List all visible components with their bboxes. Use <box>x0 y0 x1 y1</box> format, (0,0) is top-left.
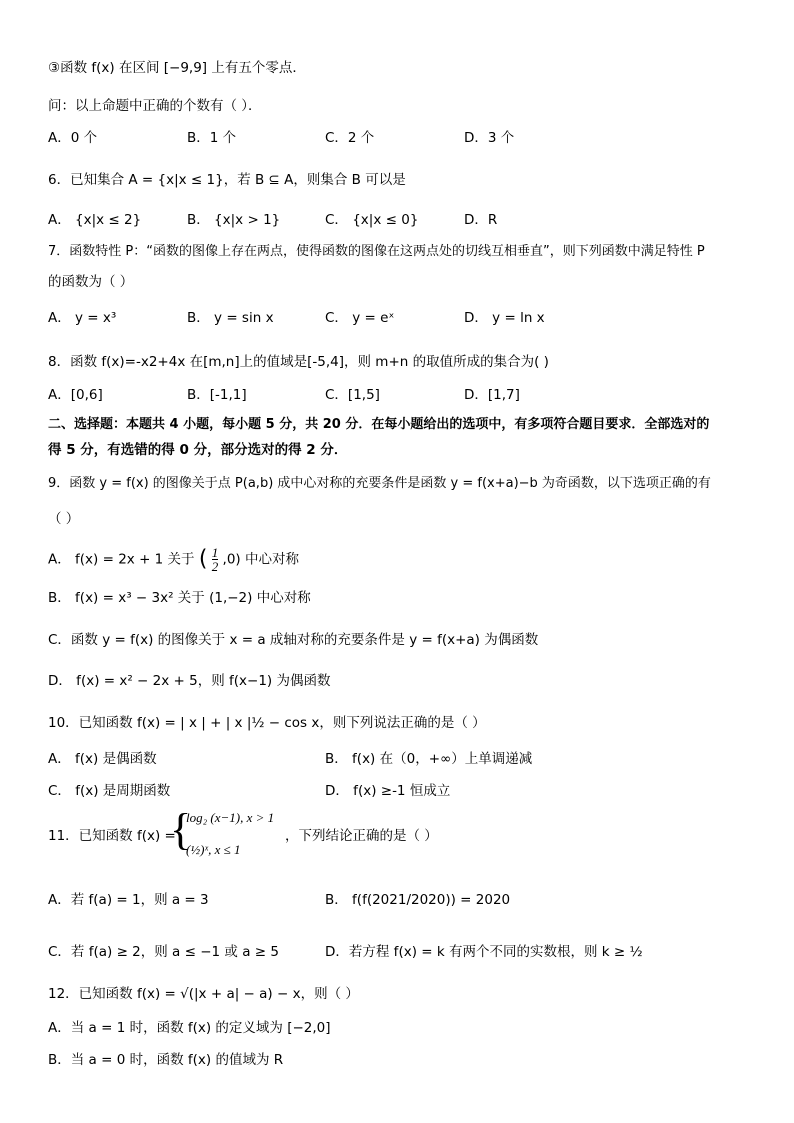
q11-option-b: B． f(f(2021/2020)) = 2020 <box>325 892 511 908</box>
q7-option-d: D． y = ln x <box>464 310 545 326</box>
q10-option-d: D． f(x) ≥-1 恒成立 <box>325 783 451 799</box>
question-7-line2: 的函数为（ ） <box>48 274 134 290</box>
q10-option-b: B． f(x) 在（0，+∞）上单调递减 <box>325 751 533 767</box>
q8-option-c: C．[1,5] <box>325 387 380 403</box>
q11-option-c: C．若 f(a) ≥ 2，则 a ≤ −1 或 a ≥ 5 <box>48 944 279 960</box>
question-prompt: 问：以上命题中正确的个数有（ ）． <box>48 98 262 114</box>
q10-option-a: A． f(x) 是偶函数 <box>48 751 157 767</box>
option-d: D．3 个 <box>464 130 515 146</box>
question-11-tail: ，下列结论正确的是（ ） <box>285 828 438 844</box>
q12-option-b: B．当 a = 0 时，函数 f(x) 的值域为 R <box>48 1052 284 1068</box>
q9-option-b: B． f(x) = x³ − 3x² 关于 (1,−2) 中心对称 <box>48 590 311 606</box>
question-6: 6．已知集合 A = {x|x ≤ 1}，若 B ⊆ A，则集合 B 可以是 <box>48 172 406 188</box>
question-9-line2: （ ） <box>48 511 80 527</box>
q9-option-a <box>48 546 299 573</box>
fraction-numerator: 1 <box>211 545 219 560</box>
q7-option-c: C． y = eˣ <box>325 310 395 326</box>
fraction-denominator: 2 <box>211 559 219 574</box>
q9a-text-post: ,0) 中心对称 <box>222 551 299 568</box>
piecewise-case-2: (½)ˣ, x ≤ 1 <box>186 842 241 857</box>
q11-option-d: D．若方程 f(x) = k 有两个不同的实数根，则 k ≥ ½ <box>325 944 643 960</box>
piecewise-case-1: log₂ (x−1), x > 1 <box>186 810 275 825</box>
q6-option-c: C． {x|x ≤ 0} <box>325 212 419 228</box>
q6-option-b: B． {x|x > 1} <box>187 212 281 228</box>
section-2-heading-line1: 二、选择题：本题共 4 小题，每小题 5 分，共 20 分．在每小题给出的选项中，有多项符合题目要求．全部选对的 <box>48 417 710 432</box>
q7-option-b: B． y = sin x <box>187 310 274 326</box>
q6-option-d: D．R <box>464 212 498 228</box>
q9a-text-pre: A． f(x) = 2x + 1 关于 <box>48 551 195 568</box>
section-2-heading-line2: 得 5 分，有选错的得 0 分，部分选对的得 2 分． <box>48 442 348 458</box>
question-10: 10．已知函数 f(x) = | x | + | x |½ − cos x，则下列说法正确的是（ ） <box>48 715 486 731</box>
piecewise-brace: { <box>170 805 192 854</box>
statement-3: ③函数 f(x) 在区间 [−9,9] 上有五个零点． <box>48 60 306 76</box>
q8-option-b: B．[-1,1] <box>187 387 247 403</box>
q9-option-d: D． f(x) = x² − 2x + 5，则 f(x−1) 为偶函数 <box>48 673 331 689</box>
question-7-line1: 7．函数特性 P：“函数的图像上存在两点，使得函数的图像在这两点处的切线互相垂直”，则下列函数中满足特性 P <box>48 244 705 259</box>
option-b: B．1 个 <box>187 130 237 146</box>
question-9-line1: 9．函数 y = f(x) 的图像关于点 P(a,b) 成中心对称的充要条件是函数 y = f(x+a)−b 为奇函数，以下选项正确的有 <box>48 476 711 491</box>
q9-option-c: C．函数 y = f(x) 的图像关于 x = a 成轴对称的充要条件是 y = f(x+a) 为偶函数 <box>48 632 539 648</box>
fraction-half <box>212 546 219 573</box>
q11-option-a: A．若 f(a) = 1，则 a = 3 <box>48 892 209 908</box>
option-a: A．0 个 <box>48 130 98 146</box>
q8-option-a: A．[0,6] <box>48 387 103 403</box>
q6-option-a: A． {x|x ≤ 2} <box>48 212 142 228</box>
question-11-lead: 11．已知函数 f(x) = <box>48 828 176 844</box>
q10-option-c: C． f(x) 是周期函数 <box>48 783 171 799</box>
option-c: C．2 个 <box>325 130 375 146</box>
q7-option-a: A． y = x³ <box>48 310 117 326</box>
open-paren: ( <box>198 546 208 572</box>
question-8: 8．函数 f(x)=-x2+4x 在[m,n]上的值域是[-5,4]，则 m+n 的取值所成的集合为( ) <box>48 354 549 370</box>
q12-option-a: A．当 a = 1 时，函数 f(x) 的定义域为 [−2,0] <box>48 1020 331 1036</box>
q8-option-d: D．[1,7] <box>464 387 520 403</box>
question-12: 12．已知函数 f(x) = √(|x + a| − a) − x，则（ ） <box>48 986 359 1002</box>
